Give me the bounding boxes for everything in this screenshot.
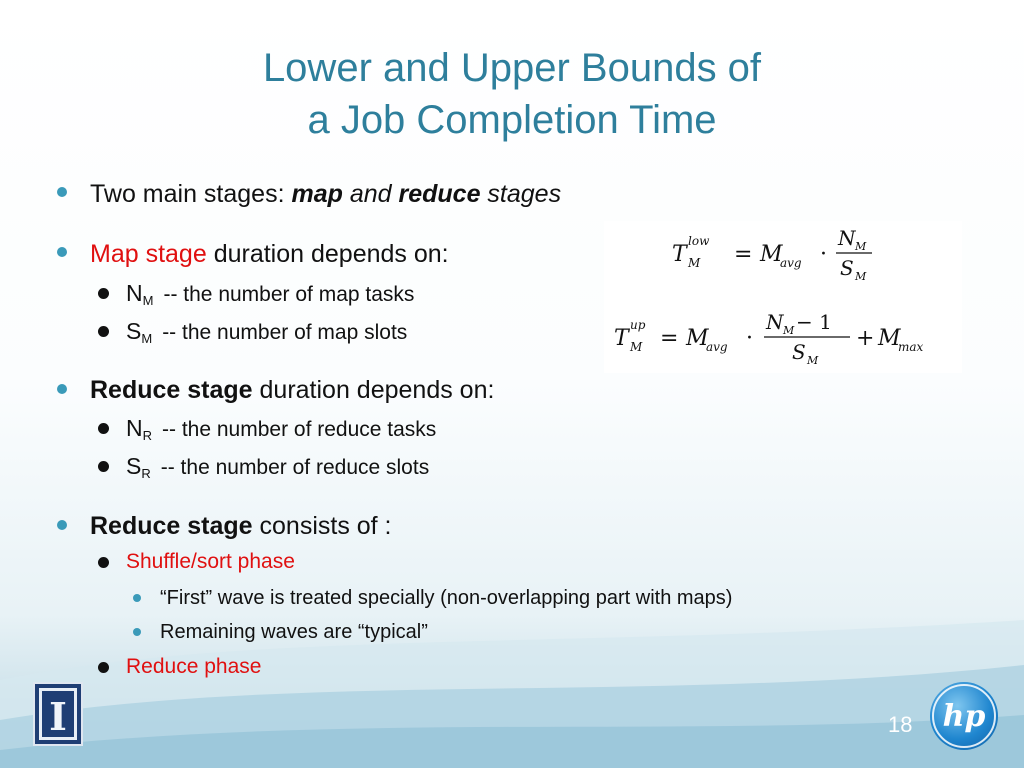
stages-suffix: stages xyxy=(480,180,562,208)
background-wave xyxy=(0,610,1024,768)
map-stage-highlight: Map stage xyxy=(90,240,207,268)
reduce-stage-rest: duration depends on: xyxy=(252,376,495,404)
bullet-dot xyxy=(98,662,109,673)
stages-map: map xyxy=(291,180,343,208)
upper-bound-formula xyxy=(614,310,924,367)
upper-lhs-sup: up xyxy=(630,318,646,332)
bullet-dot xyxy=(98,326,109,337)
lower-m-sub: avg xyxy=(780,256,802,270)
stages-reduce: reduce xyxy=(398,180,481,208)
upper-m: M xyxy=(686,326,709,351)
list-item: “First” wave is treated specially (non-overlapping part with maps) xyxy=(160,587,733,609)
lower-num-sub: M xyxy=(855,240,867,253)
item-subscript: M xyxy=(141,331,153,346)
upper-num-tail: − 1 xyxy=(796,310,832,334)
lower-bound-formula xyxy=(672,226,872,283)
bullet-dot xyxy=(57,384,67,394)
item-subscript: M xyxy=(142,293,154,308)
lower-lhs-sup: low xyxy=(688,234,710,248)
stages-and: and xyxy=(342,180,399,208)
reduce-consists-rest: consists of : xyxy=(252,512,392,540)
hp-logo xyxy=(930,682,998,750)
bullet-dot xyxy=(57,247,67,257)
map-stage-rest: duration depends on: xyxy=(206,240,449,268)
list-item xyxy=(126,280,414,308)
list-item xyxy=(126,318,407,346)
list-item: Remaining waves are “typical” xyxy=(160,621,428,643)
logo-glyph: I xyxy=(49,694,67,739)
item-letter: N xyxy=(126,280,143,306)
lower-m: M xyxy=(760,242,783,267)
upper-num: N xyxy=(766,310,784,334)
title-line-2: a Job Completion Time xyxy=(307,98,717,142)
item-letter: S xyxy=(126,453,142,479)
bullet-dot xyxy=(98,461,109,472)
lower-lhs-base: T xyxy=(672,242,687,267)
hp-logo-text: hp xyxy=(942,699,986,734)
upper-m-sub: avg xyxy=(706,340,728,354)
item-text: -- the number of reduce tasks xyxy=(162,418,437,441)
upper-m2: M xyxy=(878,326,901,351)
list-item xyxy=(126,453,429,481)
upper-num-sub: M xyxy=(783,324,795,337)
bullet-dot xyxy=(57,187,67,197)
upper-den: S xyxy=(792,340,806,364)
bullet-reduce-stage xyxy=(90,376,494,405)
block-i-icon xyxy=(39,688,77,740)
formula-image xyxy=(604,221,962,373)
item-letter: N xyxy=(126,415,143,441)
university-logo xyxy=(33,682,83,746)
lower-den-sub: M xyxy=(855,270,867,283)
bullet-dot xyxy=(57,520,67,530)
bullet-stages xyxy=(90,180,561,209)
slide-title xyxy=(0,42,1024,146)
bullet-dot xyxy=(98,423,109,434)
bullet-dot xyxy=(133,594,141,602)
lower-eq: = xyxy=(734,242,753,267)
upper-plus: + xyxy=(856,326,875,351)
upper-den-sub: M xyxy=(807,354,819,367)
upper-lhs-sub: M xyxy=(630,340,643,354)
lower-dot: · xyxy=(820,242,827,267)
item-subscript: R xyxy=(141,466,151,481)
bullet-reduce-consists xyxy=(90,512,392,541)
lower-num: N xyxy=(838,226,856,250)
upper-m2-sub: max xyxy=(898,340,924,354)
title-line-1: Lower and Upper Bounds of xyxy=(262,46,762,90)
stages-prefix: Two main stages: xyxy=(90,180,292,208)
upper-lhs-base: T xyxy=(614,326,629,351)
bullet-dot xyxy=(98,557,109,568)
reduce-stage-bold: Reduce stage xyxy=(90,376,253,404)
bullet-map-stage xyxy=(90,240,449,269)
reduce-consists-bold: Reduce stage xyxy=(90,512,253,540)
hp-logo-icon xyxy=(930,682,998,750)
page-number: 18 xyxy=(888,712,913,737)
item-text: -- the number of map slots xyxy=(162,321,408,344)
list-item: Reduce phase xyxy=(126,655,262,678)
list-item: Shuffle/sort phase xyxy=(126,550,295,573)
item-text: -- the number of map tasks xyxy=(163,283,415,306)
item-text: -- the number of reduce slots xyxy=(160,456,430,479)
list-item xyxy=(126,415,436,443)
bullet-dot xyxy=(133,628,141,636)
lower-den: S xyxy=(840,256,854,280)
upper-dot: · xyxy=(746,326,753,351)
upper-eq: = xyxy=(660,326,679,351)
item-letter: S xyxy=(126,318,142,344)
item-subscript: R xyxy=(142,428,153,443)
lower-lhs-sub: M xyxy=(688,256,701,270)
bullet-dot xyxy=(98,288,109,299)
